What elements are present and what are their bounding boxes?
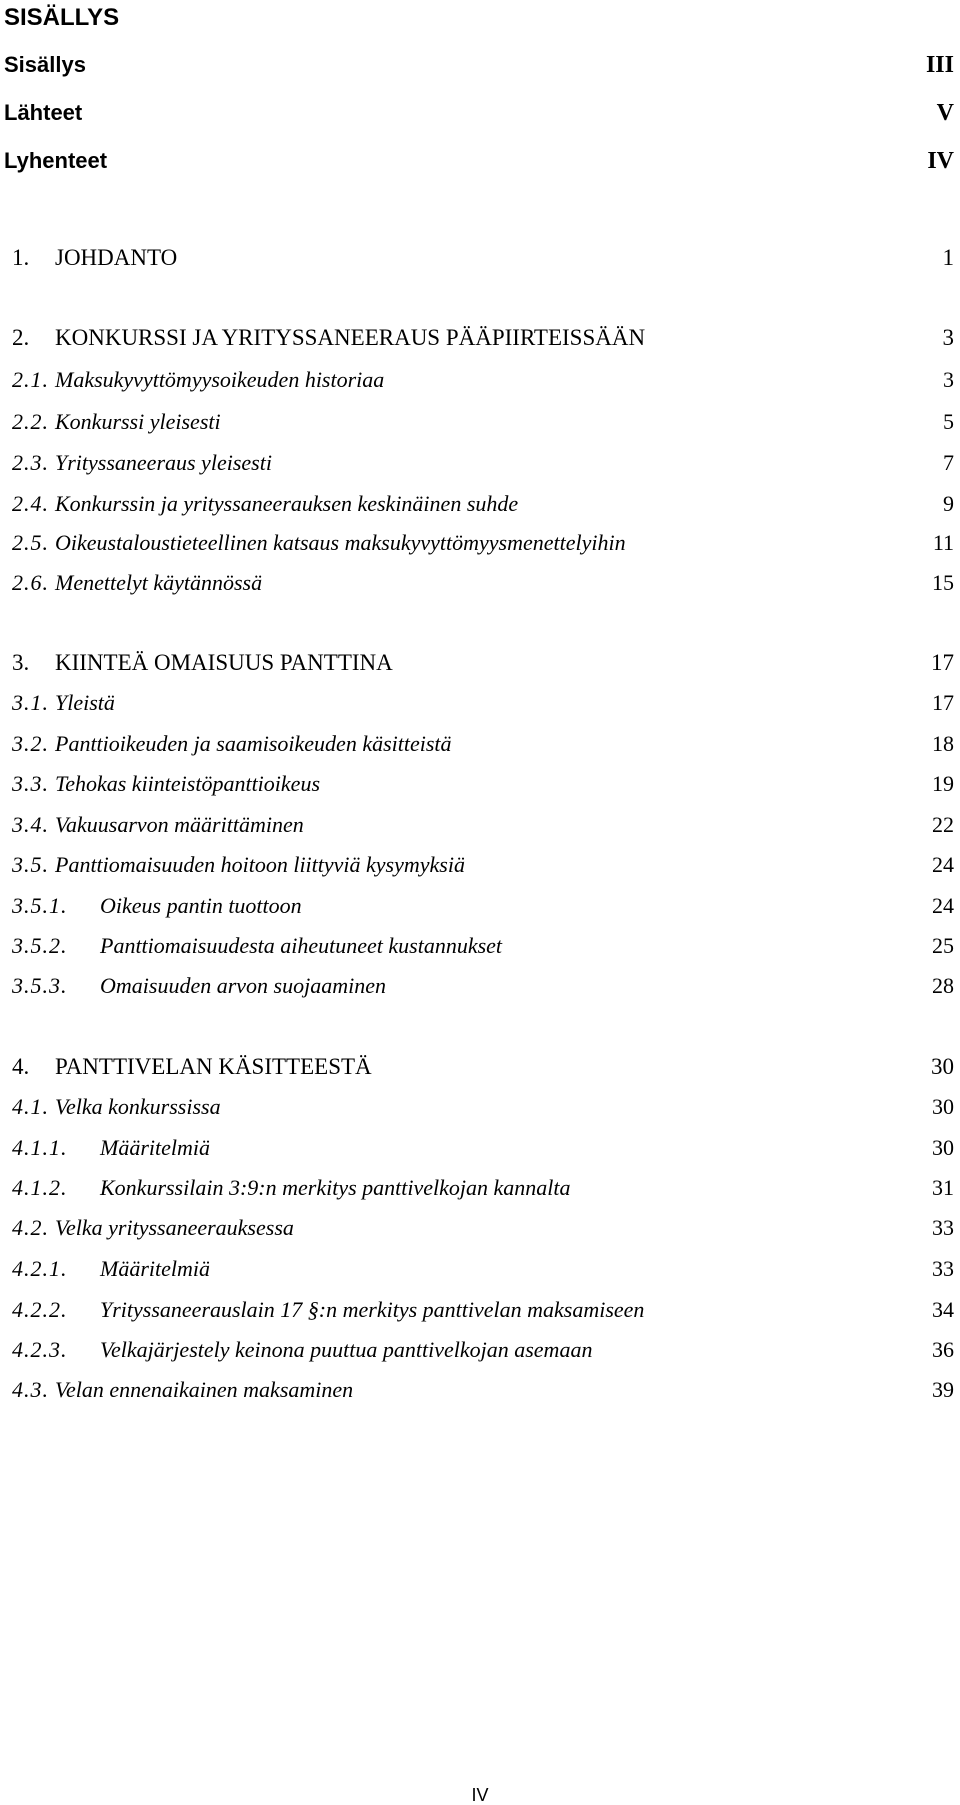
toc-entry-number: 4.1.1. [12,1135,68,1160]
toc-entry-number: 2.3. [12,450,49,475]
toc-entry-page: 28 [932,973,954,998]
toc-section-entry[interactable] [0,1370,960,1410]
toc-entry-page: 34 [932,1297,954,1322]
toc-entry-page: 9 [943,491,954,516]
toc-entry-title: Sisällys [4,52,86,77]
toc-entry-number: 3.4. [12,812,49,837]
toc-entry-number: 4.2.1. [12,1256,68,1281]
toc-section-entry[interactable] [0,845,960,885]
toc-entry-page: 36 [932,1337,954,1362]
toc-chapter-entry[interactable] [0,643,960,683]
toc-entry-page: 19 [932,771,954,796]
toc-entry-page: 1 [942,245,954,270]
toc-entry-title: KIINTEÄ OMAISUUS PANTTINA [55,650,393,675]
page-title: SISÄLLYS [4,4,120,31]
toc-subsection-entry[interactable] [0,886,960,926]
toc-entry-number: 4.3. [12,1377,49,1402]
toc-section-entry[interactable] [0,805,960,845]
toc-entry-number: 3.3. [12,771,49,796]
toc-entry-number: 2.6. [12,570,49,595]
toc-entry-title: JOHDANTO [55,245,178,270]
toc-entry-page: 24 [932,852,954,877]
toc-entry-title: Konkurssi yleisesti [55,409,221,434]
toc-entry-title: Oikeustaloustieteellinen katsaus maksukyvyttömyysmenettelyihin [55,530,626,555]
toc-entry-title: Yrityssaneeraus yleisesti [55,450,272,475]
toc-entry-number: 4.2.2. [12,1297,68,1322]
toc-entry-page: 30 [932,1094,954,1119]
toc-entry-page: IV [927,148,954,174]
toc-entry-number: 3.5.1. [12,893,68,918]
toc-section-entry[interactable] [0,683,960,723]
toc-entry-title: Vakuusarvon määrittäminen [55,812,304,837]
toc-entry-page: 39 [932,1377,954,1402]
toc-entry-page: 17 [931,650,954,675]
toc-entry-page: 7 [943,450,954,475]
toc-entry-number: 2.5. [12,530,49,555]
toc-entry-page: 3 [942,325,954,350]
toc-entry-title: Lyhenteet [4,148,108,173]
toc-front-matter-entry[interactable] [0,45,960,85]
toc-entry-number: 3. [12,650,30,675]
toc-entry-number: 2.1. [12,367,49,392]
toc-entry-page: 17 [932,690,954,715]
toc-entry-title: Konkurssin ja yrityssaneerauksen keskinäinen suhde [55,491,519,516]
toc-entry-page: 22 [932,812,954,837]
toc-entry-page: III [925,52,954,78]
toc-entry-title: Panttioikeuden ja saamisoikeuden käsitteistä [55,731,452,756]
toc-entry-number: 3.5.2. [12,933,68,958]
toc-entry-number: 3.5. [12,852,49,877]
toc-section-entry[interactable] [0,523,960,563]
toc-subsection-entry[interactable] [0,926,960,966]
toc-chapter-entry[interactable] [0,318,960,358]
toc-entry-number: 4.2. [12,1215,49,1240]
toc-entry-number: 1. [12,245,30,270]
toc-section-entry[interactable] [0,402,960,442]
toc-entry-number: 4.1.2. [12,1175,68,1200]
toc-entry-title: Määritelmiä [100,1256,210,1281]
toc-subsection-entry[interactable] [0,1249,960,1289]
toc-entry-page: V [936,100,954,126]
toc-chapter-entry[interactable] [0,238,960,278]
toc-section-entry[interactable] [0,1087,960,1127]
toc-entry-page: 11 [932,530,954,555]
toc-entry-title: Velkajärjestely keinona puuttua panttivelkojan asemaan [100,1337,593,1362]
toc-entry-number: 4.2.3. [12,1337,68,1362]
page-number-footer: IV [471,1785,489,1805]
toc-entry-title: Maksukyvyttömyysoikeuden historiaa [55,367,385,392]
toc-entry-title: Oikeus pantin tuottoon [100,893,302,918]
toc-front-matter-entry[interactable] [0,141,960,181]
toc-entry-title: Panttiomaisuudesta aiheutuneet kustannukset [100,933,503,958]
toc-front-matter-entry[interactable] [0,93,960,133]
toc-entry-number: 2.4. [12,491,49,516]
toc-entry-page: 25 [932,933,954,958]
toc-entry-number: 3.1. [12,690,49,715]
toc-entry-page: 5 [943,409,954,434]
toc-entry-number: 4.1. [12,1094,49,1119]
toc-entry-page: 24 [932,893,954,918]
toc-subsection-entry[interactable] [0,1128,960,1168]
toc-section-entry[interactable] [0,764,960,804]
toc-entry-title: Määritelmiä [100,1135,210,1160]
toc-entry-title: Lähteet [4,100,83,125]
toc-entry-page: 30 [932,1135,954,1160]
toc-section-entry[interactable] [0,563,960,603]
toc-entry-title: Omaisuuden arvon suojaaminen [100,973,386,998]
toc-subsection-entry[interactable] [0,1290,960,1330]
toc-entry-page: 18 [932,731,954,756]
toc-section-entry[interactable] [0,1208,960,1248]
toc-entry-title: Menettelyt käytännössä [55,570,263,595]
toc-entry-title: Velan ennenaikainen maksaminen [55,1377,354,1402]
toc-entry-title: Panttiomaisuuden hoitoon liittyviä kysymyksiä [55,852,465,877]
toc-entry-title: Yleistä [55,690,115,715]
toc-section-entry[interactable] [0,360,960,400]
toc-entry-page: 33 [932,1215,954,1240]
toc-section-entry[interactable] [0,443,960,483]
toc-subsection-entry[interactable] [0,1168,960,1208]
toc-subsection-entry[interactable] [0,966,960,1006]
toc-subsection-entry[interactable] [0,1330,960,1370]
toc-entry-title: PANTTIVELAN KÄSITTEESTÄ [55,1054,372,1079]
toc-entry-title: Velka yrityssaneerauksessa [55,1215,294,1240]
toc-entry-number: 3.5.3. [12,973,68,998]
toc-entry-title: Velka konkurssissa [55,1094,221,1119]
toc-entry-title: KONKURSSI JA YRITYSSANEERAUS PÄÄPIIRTEISSÄÄN [55,325,646,350]
toc-entry-number: 4. [12,1054,30,1079]
toc-chapter-entry[interactable] [0,1047,960,1087]
toc-entry-page: 3 [943,367,954,392]
toc-entry-title: Konkurssilain 3:9:n merkitys panttivelkojan kannalta [100,1175,571,1200]
toc-section-entry[interactable] [0,484,960,524]
toc-entry-number: 2. [12,325,30,350]
toc-entry-number: 2.2. [12,409,49,434]
toc-entry-page: 33 [932,1256,954,1281]
toc-entry-page: 30 [931,1054,954,1079]
toc-section-entry[interactable] [0,724,960,764]
toc-entry-page: 15 [932,570,954,595]
toc-entry-title: Tehokas kiinteistöpanttioikeus [55,771,320,796]
toc-entry-page: 31 [932,1175,954,1200]
toc-entry-number: 3.2. [12,731,49,756]
toc-entry-title: Yrityssaneerauslain 17 §:n merkitys panttivelan maksamiseen [100,1297,645,1322]
